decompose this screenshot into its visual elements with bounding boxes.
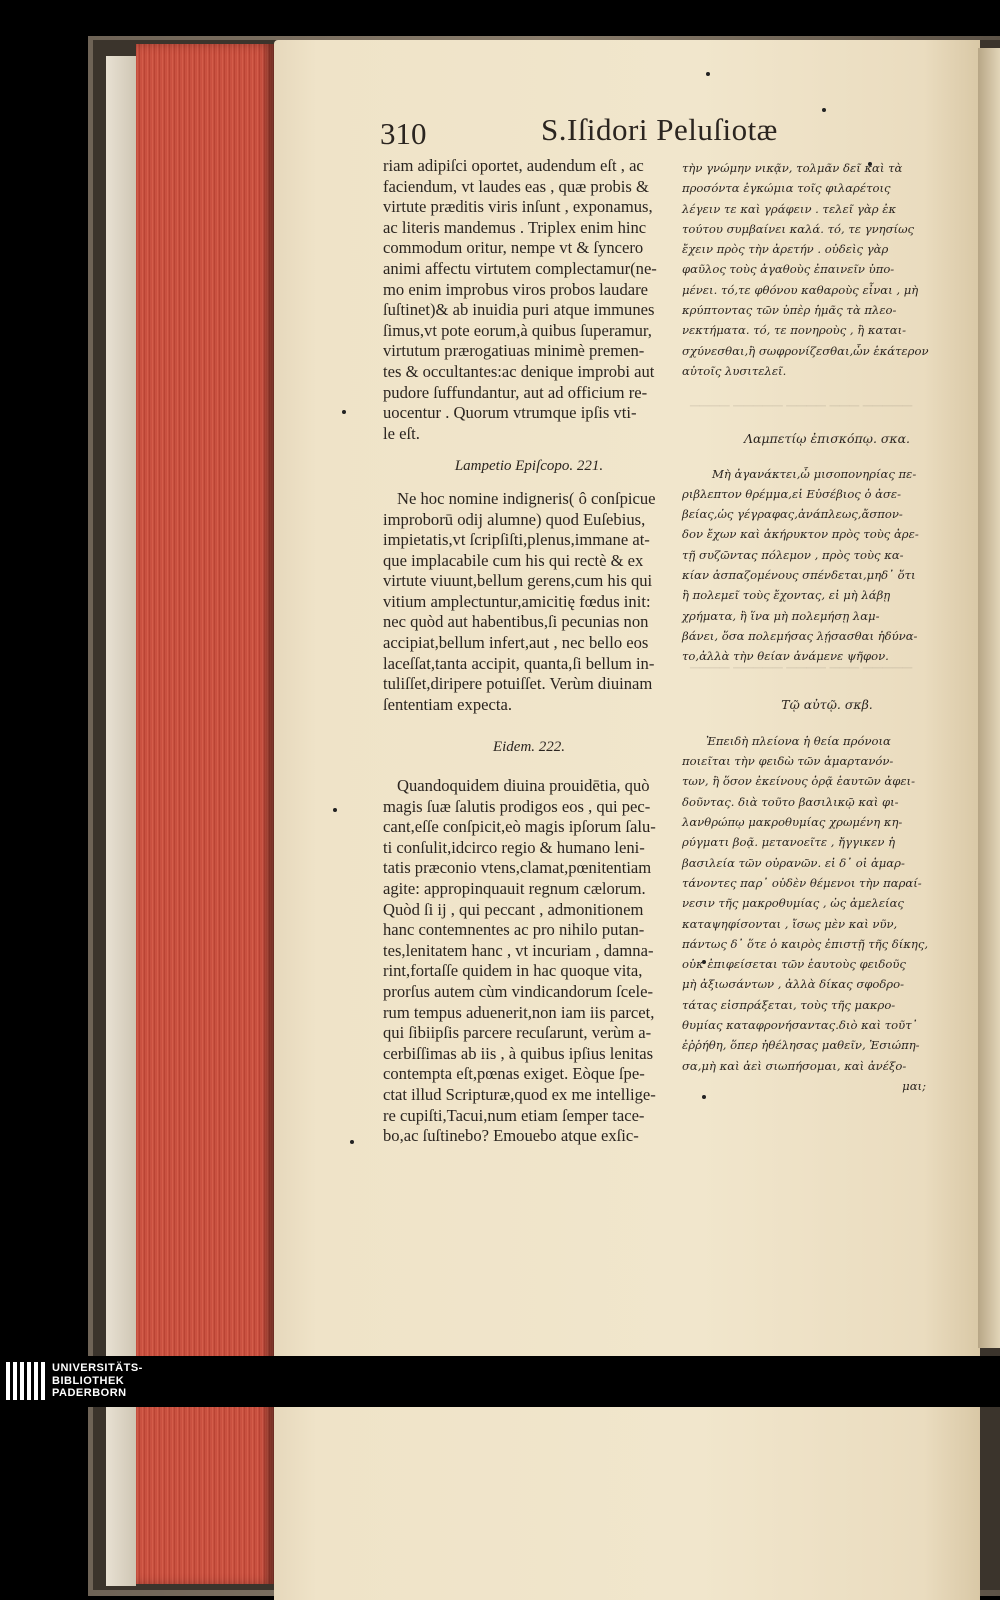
- greek-paragraph-1: [682, 158, 972, 381]
- text-line: cant,eſſe conſpicit,eò magis ipſorum ſalu-: [383, 817, 656, 837]
- show-through-text: ──── ───── ──── ─── ─────: [690, 399, 913, 414]
- text-line: κίαν ἀσπαζομένους σπένδεται,μηδ᾽ ὅτι: [682, 568, 916, 583]
- text-line: ſuſtinet)& ab inuidia puri atque immunes: [383, 300, 655, 320]
- text-line: τὴν γνώμην νικᾷν, τολμᾶν δεῖ καὶ τὰ: [682, 161, 903, 175]
- text-line: vitium amplectuntur,amicitię fœdus init:: [383, 591, 651, 611]
- greek-heading-222: Τῷ αὐτῷ. σκβ.: [781, 696, 873, 712]
- text-line: οὐκ ἐπιφείσεται τῶν ἑαυτοὺς φειδοῦς: [682, 957, 906, 972]
- latin-paragraph-3: [383, 776, 675, 1147]
- text-line: mo enim improbus viros probos laudare: [383, 279, 648, 299]
- text-line: ρύγματι βοᾷ. μετανοεῖτε , ἤγγικεν ἡ: [682, 835, 896, 850]
- wormhole: [350, 1140, 354, 1144]
- text-line: pudore ſuffundantur, aut ad officium re-: [383, 382, 648, 402]
- text-line: τῇ συζῶντας πόλεμον , πρὸς τοὺς κα-: [682, 547, 904, 562]
- text-line: ἢ πολεμεῖ τοὺς ἔχοντας, εἰ μὴ λάβῃ: [682, 588, 891, 603]
- catchword: μαι;: [902, 1078, 926, 1093]
- text-line: commodum oritur, nempe vt & ſyncero: [383, 238, 644, 258]
- text-line: ctat illud Scripturæ,quod ex me intellige-: [383, 1084, 656, 1104]
- text-line: impietatis,vt ſcripſiſti,plenus,immane at-: [383, 530, 650, 550]
- text-line: accipiat,bellum infert,aut , nec bello eos: [383, 633, 649, 653]
- red-page-edges: [136, 44, 274, 1584]
- text-line: agite: appropinquauit regnum cælorum.: [383, 879, 646, 898]
- library-logo-text: [52, 1362, 143, 1400]
- logo-line: BIBLIOTHEK: [52, 1374, 125, 1387]
- text-line: le eſt.: [383, 423, 420, 443]
- text-line: Quandoquidem diuina prouidētia, quò: [397, 776, 650, 796]
- logo-line: UNIVERSITÄTS-: [52, 1362, 143, 1374]
- library-logo-icon: [6, 1362, 46, 1400]
- facing-page-gutter: [978, 48, 1000, 1348]
- running-title: S.Iſidori Peluſiotæ: [541, 112, 778, 147]
- text-line: πάντως δ᾽ ὅτε ὁ καιρὸς ἐπιστῇ τῆς δίκης,: [682, 936, 929, 951]
- text-line: tes,lenitatem hanc , vt incuriam , damna-: [383, 940, 654, 960]
- wormhole: [822, 108, 826, 112]
- text-line: χρήματα, ἢ ἵνα μὴ πολεμήσῃ λαμ-: [682, 608, 880, 623]
- page-number: 310: [380, 116, 427, 151]
- text-line: νεκτήματα. τό, τε πονηροὺς , ἢ καται-: [682, 323, 907, 338]
- text-line: Μὴ ἀγανάκτει,ὦ μισοπονηρίας πε-: [712, 466, 917, 481]
- text-line: re cupiſti,Tacui,num etiam ſemper tace-: [383, 1105, 645, 1125]
- text-line: nec quòd aut habentibus,ſi pecunias non: [383, 612, 649, 632]
- wormhole: [333, 808, 337, 812]
- latin-column: [383, 156, 675, 1147]
- text-line: καταψηφίσονται , ἴσως μὲν καὶ νῦν,: [682, 916, 898, 931]
- text-line: rint,fortaſſe quidem in hac quoque vita,: [383, 961, 643, 981]
- text-line: cerbiſſimas ab iis , à quibus ipſius lenitas: [383, 1043, 654, 1063]
- text-line: laceſſat,tanta accipit, quanta,ſi bellum in-: [383, 653, 655, 673]
- latin-paragraph-1: [383, 156, 675, 444]
- text-line: μὴ ἀξιωσάντων , ἀλλὰ δίκας σφοδρο-: [682, 977, 905, 992]
- wormhole: [342, 410, 346, 414]
- text-line: των, ἢ ὅσον ἐκείνους ὁρᾷ ἑαυτῶν ἀφει-: [682, 774, 916, 789]
- wormhole: [706, 72, 710, 76]
- text-line: rum tempus aduenerit,non iam iis parcet,: [383, 1002, 655, 1022]
- text-line: tes & occultantes:ac denique improbi aut: [383, 361, 655, 381]
- viewer-footer-bar: [0, 1356, 1000, 1407]
- text-line: ſententiam expecta.: [383, 694, 512, 714]
- text-line: λανθρώπῳ μακροθυμίας χρωμένη κη-: [682, 815, 903, 830]
- latin-paragraph-2: [383, 489, 675, 716]
- text-line: φαῦλος τοὺς ἀγαθοὺς ἐπαινεῖν ὑπο-: [682, 262, 895, 277]
- text-line: contempta eſt,pœnas exiget. Eòque ſpe-: [383, 1064, 645, 1084]
- text-line: κρύπτοντας τῶν ὑπὲρ ἡμᾶς τὰ πλεο-: [682, 303, 897, 318]
- text-line: ἔχειν πρὸς τὴν ἀρετήν . οὐδεὶς γὰρ: [682, 242, 889, 257]
- text-line: magis ſuæ ſalutis prodigos eos , qui pec-: [383, 796, 651, 816]
- text-line: λέγειν τε καὶ γράφειν . τελεῖ γὰρ ἐκ: [682, 201, 897, 216]
- text-line: δον ἔχων καὶ ἀκήρυκτον πρὸς τοὺς ἀρε-: [682, 527, 919, 542]
- text-line: ſimus,vt pote eorum,à quibus ſuperamur,: [383, 320, 652, 340]
- text-line: θυμίας καταφρονήσαντας.διὸ καὶ τοῦτ᾽: [682, 1017, 918, 1032]
- text-line: αὐτοῖς λυσιτελεῖ.: [682, 363, 787, 378]
- text-line: ti conſulit,idcirco regio & humano leni-: [383, 837, 645, 857]
- text-line: προσόντα ἐγκώμια τοῖς φιλαρέτοις: [682, 181, 891, 196]
- text-line: prorſus autem cùm vindicandorum ſcele-: [383, 981, 654, 1001]
- text-line: que implacabile cum his qui rectè & ex: [383, 550, 644, 570]
- text-line: βάνει, ὅσα πολεμήσας λῄσασθαι ἠδύνα-: [682, 628, 918, 643]
- text-line: ἐῤῥήθη, ὅπερ ἠθέλησας μαθεῖν, Ἐσιώπη-: [682, 1038, 920, 1053]
- text-line: riam adipiſci oportet, audendum eſt , ac: [383, 156, 644, 175]
- letter-heading-221: Lampetio Epiſcopo. 221.: [454, 458, 604, 475]
- text-line: τάνοντες παρ᾽ οὐδὲν θέμενοι τὴν παραί-: [682, 875, 922, 890]
- logo-line: PADERBORN: [52, 1387, 127, 1399]
- text-line: tuliſſet,diripere potuiſſet. Verùm diuinam: [383, 674, 653, 694]
- text-line: Ne hoc nomine indigneris( ô conſpicue: [397, 488, 656, 508]
- text-line: τούτου συμβαίνει καλά. τό, τε γνησίως: [682, 221, 915, 236]
- text-line: qui ſibiipſis parcere recuſarunt, verùm a-: [383, 1023, 652, 1043]
- text-line: uocentur . Quorum vtrumque ipſis vti-: [383, 403, 637, 423]
- text-line: faciendum, vt laudes eas , quæ probis &: [383, 176, 649, 196]
- letter-heading-222: Eidem. 222.: [492, 739, 566, 756]
- greek-paragraph-2: [682, 464, 972, 667]
- text-line: βείας,ὡς γέγραφας,ἀνάπλεως,ἄσπον-: [682, 507, 903, 522]
- text-line: τάτας εἰσπράξεται, τοὺς τῆς μακρο-: [682, 997, 896, 1012]
- text-line: Ἐπειδὴ πλείονα ἡ θεία πρόνοια: [706, 733, 891, 748]
- text-line: animi affectu virtutem complectamur(ne-: [383, 258, 657, 278]
- greek-paragraph-3: [682, 731, 972, 1076]
- text-line: ποιεῖται τὴν φειδὼ τῶν ἁμαρτανόν-: [682, 754, 894, 769]
- text-line: το,ἀλλὰ τὴν θείαν ἀνάμενε ψῆφον.: [682, 649, 889, 664]
- text-line: δοῦντας. διὰ τοῦτο βασιλικῷ καὶ φι-: [682, 794, 899, 809]
- greek-heading-221: Λαμπετίῳ ἐπισκόπῳ. σκα.: [743, 431, 911, 447]
- text-line: bo,ac ſuſtinebo? Emouebo atque exſic-: [383, 1126, 639, 1146]
- text-line: ριβλεπτον θρέμμα,εἰ Εὐσέβιος ὁ ἀσε-: [682, 486, 902, 501]
- text-line: virtute viuunt,bellum gerens,cum his qui: [383, 571, 653, 591]
- text-line: νεσιν τῆς μακροθυμίας , ὡς ἀμελείας: [682, 896, 904, 911]
- greek-column: [682, 158, 972, 1096]
- text-line: σχύνεσθαι,ἢ σωφρονίζεσθαι,ὧν ἑκάτερον: [682, 343, 929, 358]
- text-line: virtutum prærogatiuas minimè premen-: [383, 341, 645, 361]
- text-line: improborū odij alumne) quod Euſebius,: [383, 509, 646, 529]
- text-line: μένει. τό,τε φθόνου καθαροὺς εἶναι , μὴ: [682, 282, 919, 297]
- show-through-text: ──── ───── ──── ─── ─────: [690, 661, 913, 676]
- text-line: βασιλεία τῶν οὐρανῶν. εἰ δ᾽ οἱ ἁμαρ-: [682, 855, 905, 870]
- text-line: virtute præditis viris inſunt , exponamus,: [383, 197, 653, 217]
- text-line: hanc contemnentes ac pro nihilo putan-: [383, 920, 645, 940]
- text-line: σα,μὴ καὶ ἀεὶ σιωπήσομαι, καὶ ἀνέξο-: [682, 1058, 907, 1073]
- text-line: Quòd ſi ij , qui peccant , admonitionem: [383, 899, 644, 919]
- text-line: ac literis mandemus . Triplex enim hinc: [383, 217, 647, 237]
- text-line: tatis præconio vtens,clamat,pœnitentiam: [383, 858, 652, 878]
